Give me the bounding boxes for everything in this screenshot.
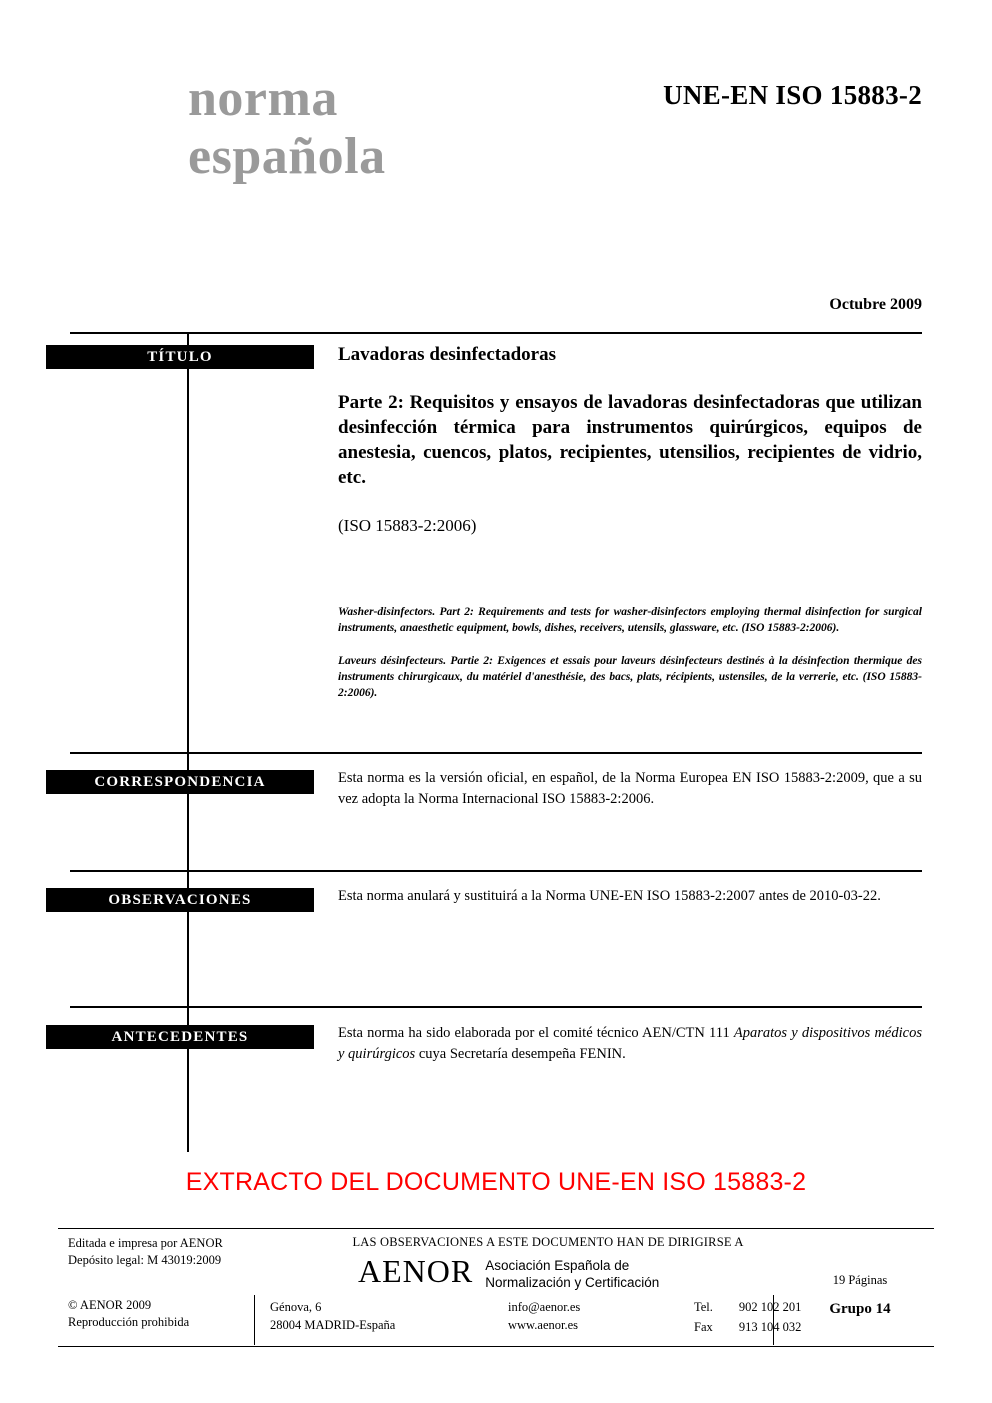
antecedentes-content [338, 1023, 922, 1064]
titulo-content [338, 344, 922, 536]
translations [338, 604, 922, 702]
footer-fax-label: Fax [694, 1319, 713, 1334]
antecedentes-text-part2: cuya Secretaría desempeña FENIN. [415, 1045, 626, 1062]
title-main: Lavadoras desinfectadoras [338, 344, 556, 365]
rule-antecedentes [70, 1006, 922, 1008]
antecedentes-text-part1: Esta norma ha sido elaborada por el comité técnico AEN/CTN 111 [338, 1025, 734, 1041]
iso-reference: (ISO 15883-2:2006) [338, 516, 477, 536]
footer-observations-notice: LAS OBSERVACIONES A ESTE DOCUMENTO HAN DE DIRIGIRSE A [352, 1235, 744, 1249]
masthead-line-2: española [188, 128, 386, 186]
masthead [188, 70, 608, 186]
footer-address [270, 1299, 395, 1334]
aenor-subtitle-line1: Asociación Española de [485, 1258, 630, 1273]
aenor-subtitle [485, 1253, 659, 1292]
footer-pages: 19 Páginas [832, 1273, 888, 1287]
label-correspondencia: CORRESPONDENCIA [46, 770, 314, 794]
label-antecedentes: ANTECEDENTES [46, 1025, 314, 1049]
translation-french: Laveurs désinfecteurs. Partie 2: Exigences et essais pour laveurs désinfecteurs destinés à la désinfection thermique des instruments chirurgicaux, du matériel d'anesthésie, des bacs, plats, récipients, ustensiles, de la verrerie, etc. (ISO 15883-2:2006). [338, 654, 922, 700]
aenor-wordmark: AENOR [358, 1253, 474, 1289]
footer-tel-label: Tel. [694, 1300, 713, 1314]
aenor-logo [358, 1253, 778, 1292]
footer-tel-value: 902 102 201 [738, 1300, 802, 1314]
footer-contact [508, 1299, 580, 1334]
footer-copyright [68, 1297, 258, 1331]
observaciones-content [338, 886, 922, 907]
extract-banner: EXTRACTO DEL DOCUMENTO UNE-EN ISO 15883-2 [185, 1168, 807, 1196]
correspondencia-content [338, 768, 922, 809]
rule-observaciones [70, 870, 922, 872]
footer-copyright-line2: Reproducción prohibida [68, 1314, 190, 1329]
correspondencia-text: Esta norma es la versión oficial, en español, de la Norma Europea EN ISO 15883-2:2009, que a su vez adopta la Norma Internacional ISO 15883-2:2006. [338, 770, 922, 807]
footer [58, 1229, 934, 1346]
translation-english: Washer-disinfectors. Part 2: Requirements and tests for washer-disinfectors employing thermal disinfection for surgical instruments, anaesthetic equipment, bowls, dishes, receivers, utensils, glassware, etc. (ISO 15883-2:2006). [338, 606, 922, 635]
footer-fax-value: 913 104 032 [738, 1319, 802, 1334]
footer-group: Grupo 14 [829, 1301, 891, 1317]
footer-editor-line1: Editada e impresa por AENOR [68, 1236, 223, 1250]
observaciones-text: Esta norma anulará y sustituirá a la Norma UNE-EN ISO 15883-2:2007 antes de 2010-03-22. [338, 888, 881, 904]
rule-correspondencia [70, 752, 922, 754]
masthead-line-1: norma [188, 70, 338, 127]
label-observaciones: OBSERVACIONES [46, 888, 314, 912]
standard-code: UNE-EN ISO 15883-2 [663, 80, 922, 110]
footer-email[interactable]: info@aenor.es [508, 1300, 581, 1314]
footer-copyright-line1: © AENOR 2009 [68, 1298, 152, 1312]
footer-rule-bottom [58, 1346, 934, 1347]
footer-divider-1 [254, 1295, 255, 1345]
footer-website[interactable]: www.aenor.es [508, 1317, 579, 1332]
aenor-subtitle-line2: Normalización y Certificación [485, 1274, 660, 1290]
rule-top [70, 332, 922, 334]
footer-editor [68, 1235, 258, 1269]
label-titulo: TÍTULO [46, 345, 314, 369]
footer-address-line2: 28004 MADRID-España [270, 1317, 396, 1332]
antecedentes-text-italic: Aparatos y dispositivos médicos y quirúrgicos [338, 1025, 922, 1062]
footer-address-line1: Génova, 6 [270, 1300, 322, 1314]
footer-phone [694, 1299, 801, 1338]
publication-date: Octubre 2009 [829, 296, 922, 313]
title-part: Parte 2: Requisitos y ensayos de lavadoras desinfectadoras que utilizan desinfección térmica para instrumentos quirúrgicos, equipos de anestesia, cuencos, platos, recipientes, utensilios, recipientes de vidrio, etc. [338, 392, 922, 489]
footer-editor-line2: Depósito legal: M 43019:2009 [68, 1252, 222, 1267]
antecedentes-text [338, 1023, 922, 1064]
